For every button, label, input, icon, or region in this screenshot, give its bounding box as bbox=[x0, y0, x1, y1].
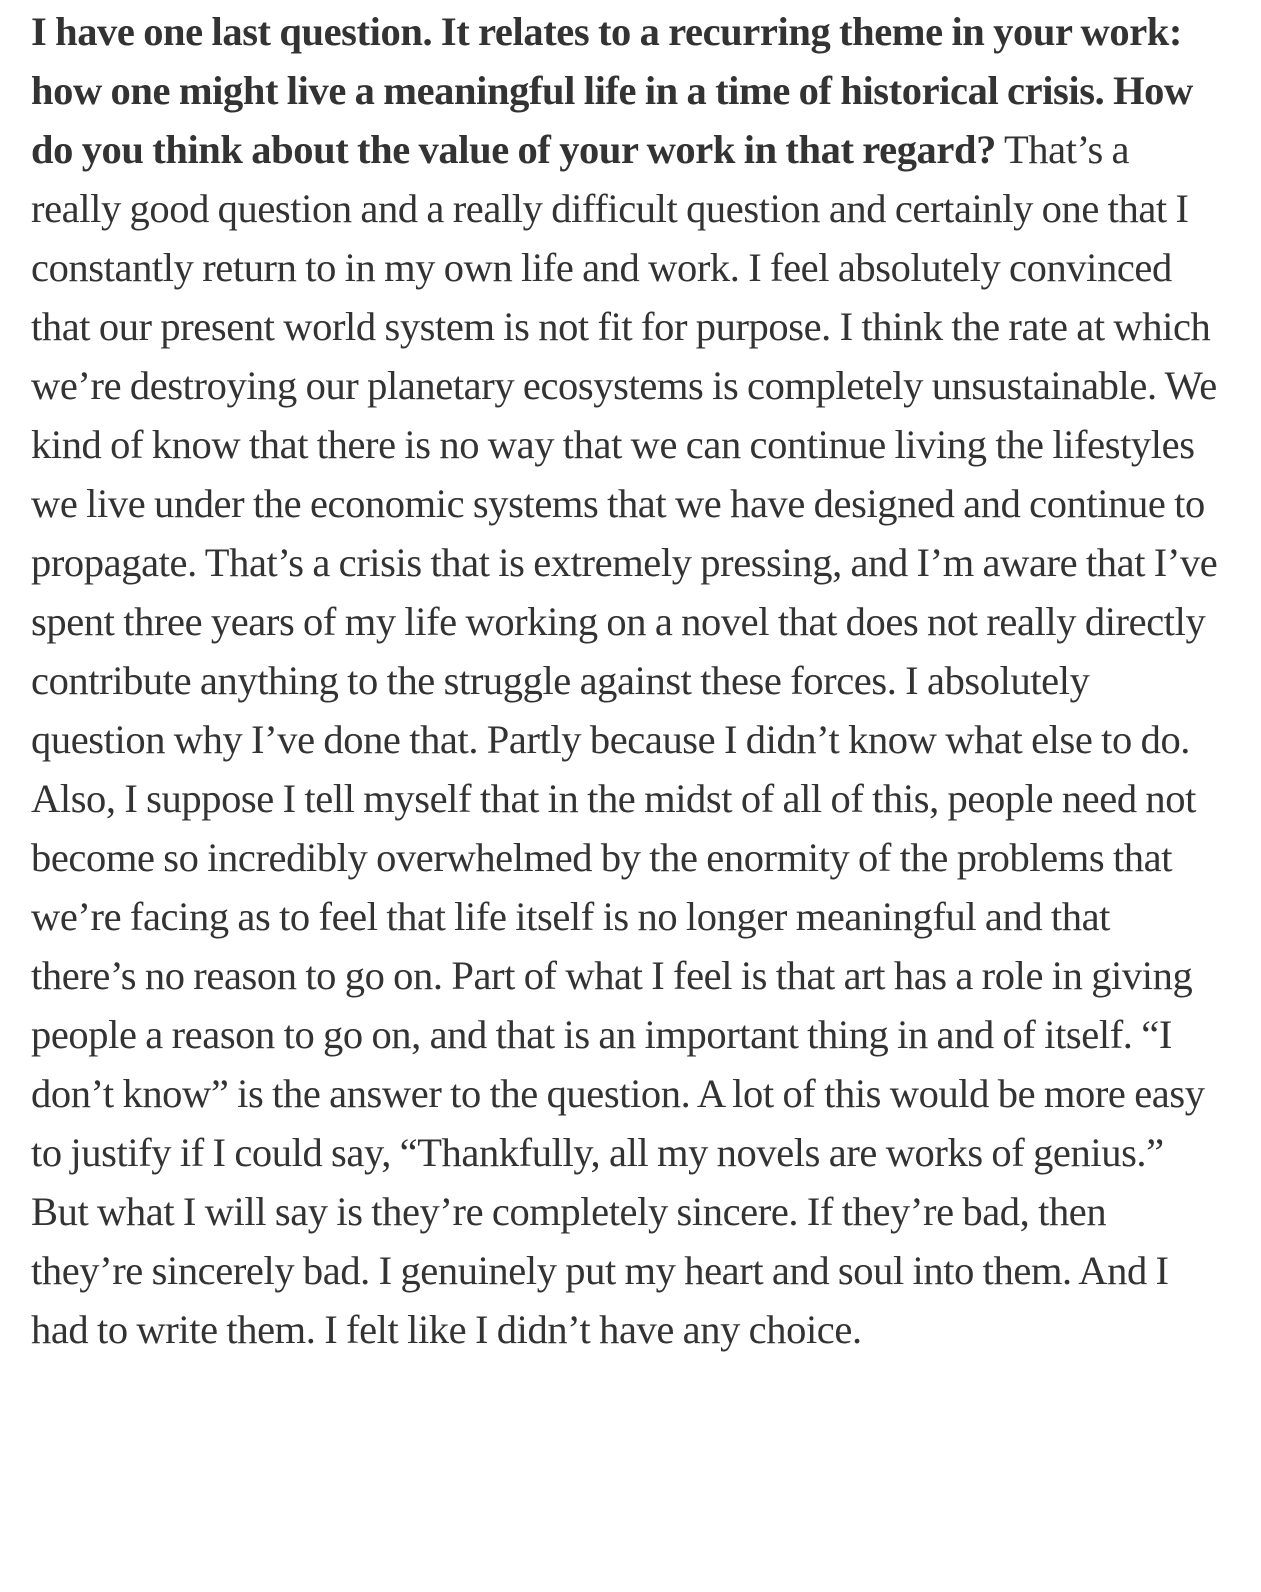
article-body bbox=[31, 2, 1221, 1359]
interview-question: I have one last question. It relates to a recurring theme in your work: how one might live a meaningful life in a time of historical crisis. How do you think about the value of your work in that regard? bbox=[31, 9, 1193, 172]
interview-answer: That’s a really good question and a really difficult question and certainly one that I constantly return to in my own life and work. I feel absolutely convinced that our present world system is not fit for purpose. I think the rate at which we’re destroying our planetary ecosystems is completely unsustainable. We kind of know that there is no way that we can continue living the lifestyles we live under the economic systems that we have designed and continue to propagate. That’s a crisis that is extremely pressing, and I’m aware that I’ve spent three years of my life working on a novel that does not really directly contribute anything to the struggle against these forces. I absolutely question why I’ve done that. Partly because I didn’t know what else to do. Also, I suppose I tell myself that in the midst of all of this, people need not become so incredibly overwhelmed by the enormity of the problems that we’re facing as to feel that life itself is no longer meaningful and that there’s no reason to go on. Part of what I feel is that art has a role in giving people a reason to go on, and that is an important thing in and of itself. “I don’t know” is the answer to the question. A lot of this would be more easy to justify if I could say, “Thankfully, all my novels are works of genius.” But what I will say is they’re completely sincere. If they’re bad, then they’re sincerely bad. I genuinely put my heart and soul into them. And I had to write them. I felt like I didn’t have any choice. bbox=[31, 127, 1218, 1352]
interview-paragraph bbox=[31, 2, 1221, 1359]
